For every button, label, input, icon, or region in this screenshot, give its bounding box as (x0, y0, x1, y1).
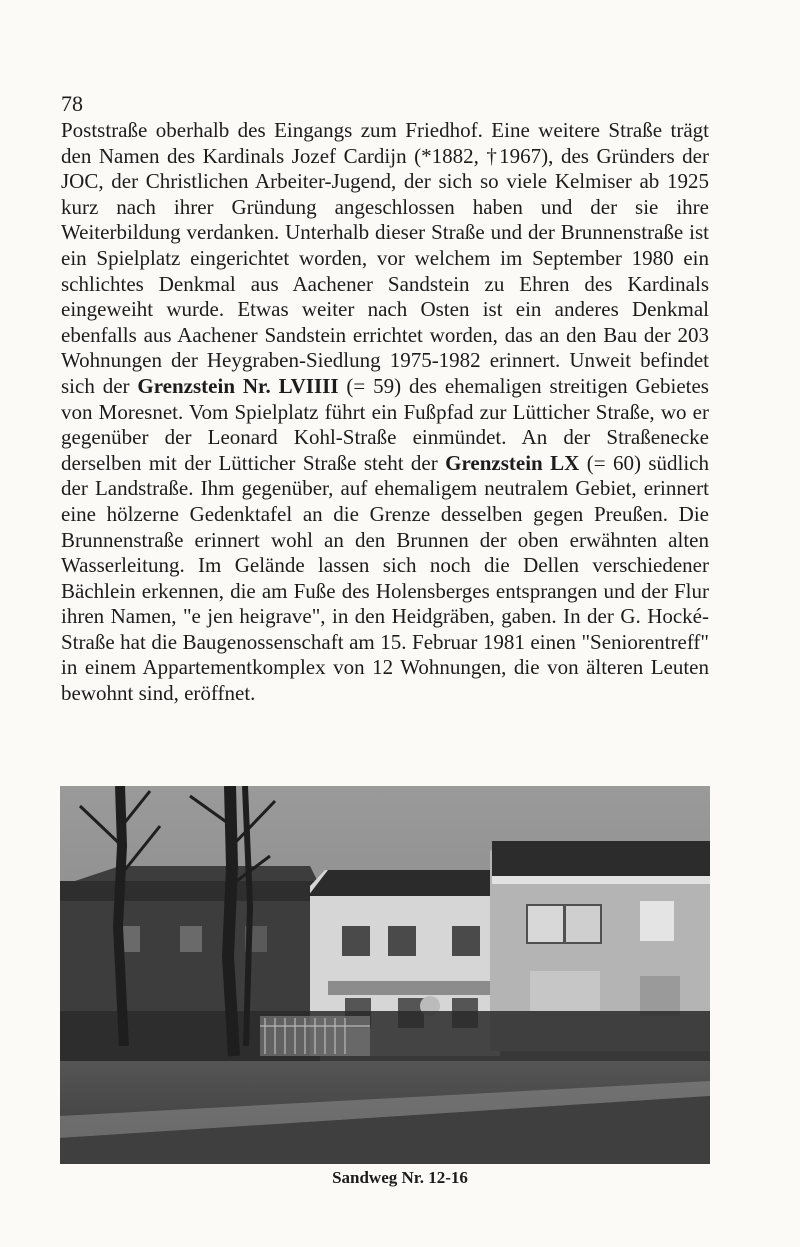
paragraph-text-part-2: (= 59) des ehemaligen streitigen Gebietes von Moresnet. Vom Spielplatz führt ein Fußpfad zur Lütticher Straße, wo er gegenüber der Leonard Kohl-Straße einmündet. An der Straßenecke derselben mit der Lütticher Straße steht der (61, 373, 709, 475)
photo-caption: Sandweg Nr. 12-16 (332, 1168, 468, 1187)
street-photo-drawing (60, 786, 710, 1164)
body-paragraph (61, 118, 709, 707)
street-photo (60, 786, 710, 1164)
photo-hedges (60, 1011, 710, 1066)
paragraph-text-part-1: Poststraße oberhalb des Eingangs zum Friedhof. Eine weitere Straße trägt den Namen des Kardinals Jozef Cardijn (*1882, †1967), des Gründers der JOC, der Christlichen Arbeiter-Jugend, der sich so viele Kelmiser ab 1925 kurz nach ihrer Gründung angeschlossen haben und der sie ihre Weiterbildung verdanken. Unterhalb dieser Straße und der Brunnenstraße ist ein Spielplatz eingerichtet worden, vor welchem im September 1980 ein schlichtes Denkmal aus Aachener Sandstein zu Ehren des Kardinals eingeweiht wurde. Etwas weiter nach Osten ist ein anderes Denkmal ebenfalls aus Aachener Sandstein errichtet worden, das an den Bau der 203 Wohnungen der Heygraben-Siedlung 1975-1982 erinnert. Unweit befindet sich der (61, 118, 709, 398)
boundary-stone-60-bold: Grenzstein LX (445, 450, 580, 475)
page-number: 78 (61, 91, 83, 116)
paragraph-text-part-3: (= 60) südlich der Landstraße. Ihm gegenüber, auf ehemaligem neutralem Gebiet, erinnert eine hölzerne Gedenktafel an die Grenze desselben gegen Preußen. Die Brunnenstraße erinnert wohl an den Brunnen der oben erwähnten alten Wasserleitung. Im Gelände lassen sich noch die Dellen verschiedener Bächlein erkennen, die am Fuße des Holensberges entsprangen und der Flur ihren Namen, "e jen heigrave", in den Heidgräben, gaben. In der G. Hocké-Straße hat die Baugenossenschaft am 15. Februar 1981 einen "Seniorentreff" in einem Appartementkomplex von 12 Wohnungen, die von älteren Leuten bewohnt sind, eröffnet. (61, 450, 709, 706)
boundary-stone-59-bold: Grenzstein Nr. LVIIII (137, 373, 339, 398)
